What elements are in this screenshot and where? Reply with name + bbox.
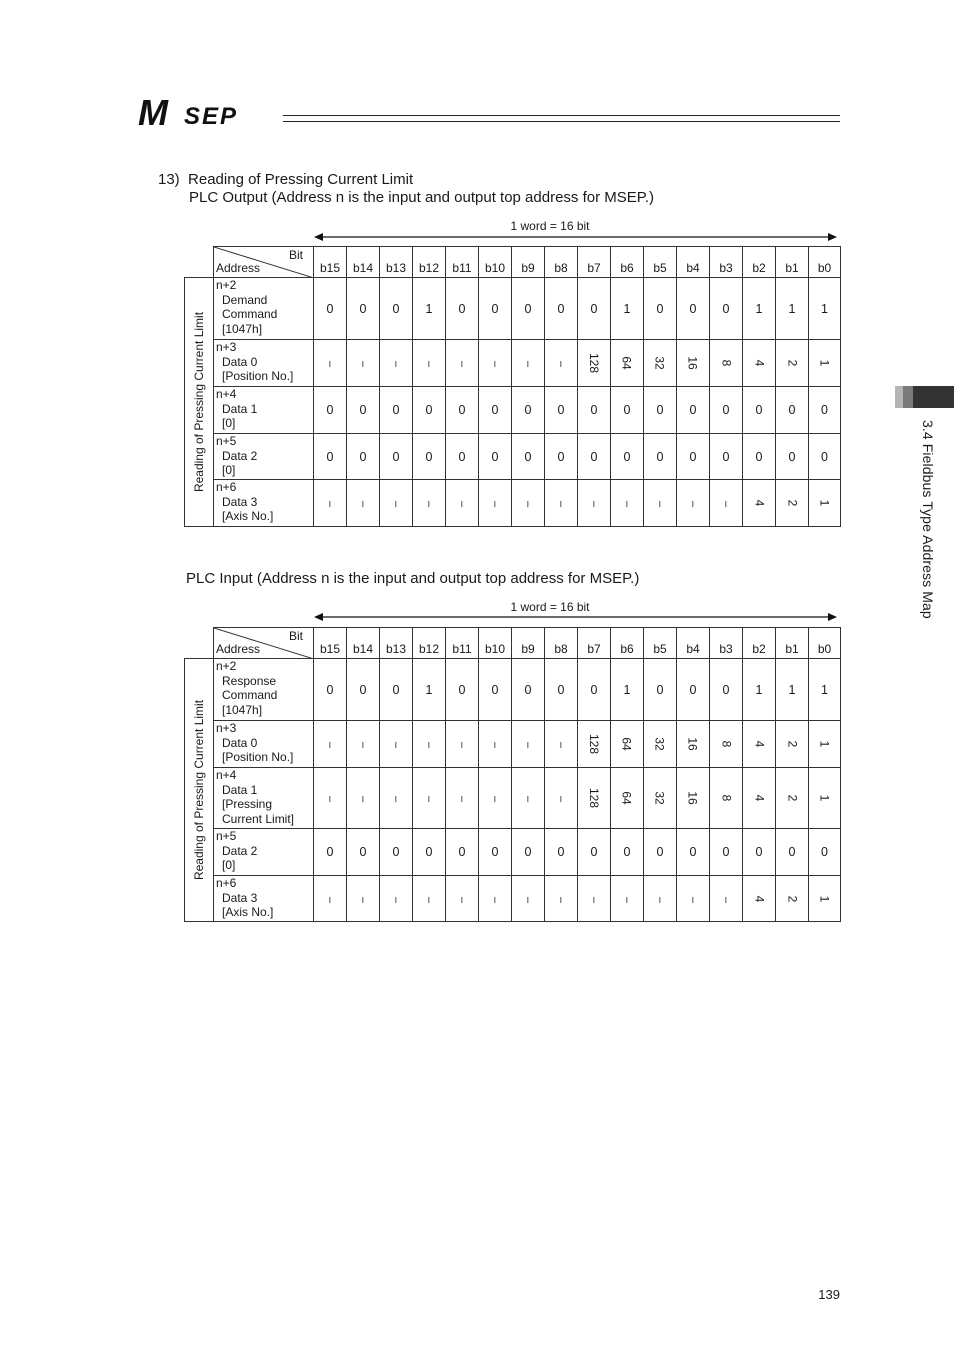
bit-value-cell: 0 xyxy=(380,434,413,480)
bit-value-cell: – xyxy=(380,721,413,768)
bit-value-cell: 0 xyxy=(776,387,809,434)
bit-value-cell: 0 xyxy=(347,829,380,876)
bit-value-cell: – xyxy=(380,876,413,922)
bit-value-cell: – xyxy=(380,480,413,527)
bit-value-cell: 8 xyxy=(710,768,743,829)
bit-column-header: b0 xyxy=(809,628,841,659)
bit-value-cell: 1 xyxy=(809,876,841,922)
bit-value-cell: 0 xyxy=(347,387,380,434)
bit-value-cell: 0 xyxy=(413,829,446,876)
table-row xyxy=(185,434,841,480)
svg-text:SEP: SEP xyxy=(184,103,239,128)
bit-value-cell: 0 xyxy=(545,659,578,721)
bit-column-header: b9 xyxy=(512,628,545,659)
bit-column-header: b1 xyxy=(776,247,809,278)
bit-value-cell: – xyxy=(479,876,512,922)
bit-value-cell: 1 xyxy=(809,721,841,768)
bit-value-cell: 0 xyxy=(545,829,578,876)
section-number: 13) xyxy=(158,171,180,188)
bit-value-cell: 128 xyxy=(578,768,611,829)
address-cell: n+2 Demand Command [1047h] xyxy=(214,278,314,340)
bit-value-cell: 0 xyxy=(479,387,512,434)
table-row xyxy=(185,659,841,721)
bit-column-header: b7 xyxy=(578,247,611,278)
bit-value-cell: 0 xyxy=(710,434,743,480)
bit-value-cell: – xyxy=(578,480,611,527)
bit-column-header: b5 xyxy=(644,628,677,659)
bit-value-cell: 0 xyxy=(644,434,677,480)
bit-value-cell: 0 xyxy=(611,829,644,876)
bit-value-cell: 0 xyxy=(413,387,446,434)
bit-value-cell: 64 xyxy=(611,721,644,768)
bit-value-cell: 4 xyxy=(743,721,776,768)
bit-column-header: b13 xyxy=(380,628,413,659)
bit-value-cell: 2 xyxy=(776,768,809,829)
bit-value-cell: 0 xyxy=(479,278,512,340)
bit-column-header: b6 xyxy=(611,247,644,278)
bit-value-cell: 128 xyxy=(578,721,611,768)
bit-value-cell: – xyxy=(446,721,479,768)
bit-value-cell: – xyxy=(545,340,578,387)
bit-value-cell: 0 xyxy=(446,829,479,876)
bit-value-cell: 1 xyxy=(809,340,841,387)
group-label: Reading of Pressing Current Limit xyxy=(192,699,206,881)
bit-value-cell: 4 xyxy=(743,480,776,527)
bit-value-cell: – xyxy=(314,768,347,829)
bit-value-cell: 0 xyxy=(512,387,545,434)
bit-column-header: b15 xyxy=(314,247,347,278)
address-label: Address xyxy=(216,642,261,656)
word-span-arrow xyxy=(314,232,837,242)
bit-value-cell: 0 xyxy=(512,659,545,721)
word-size-label: 1 word = 16 bit xyxy=(510,600,590,614)
bit-column-header: b2 xyxy=(743,247,776,278)
bit-value-cell: – xyxy=(479,768,512,829)
bit-value-cell: – xyxy=(578,876,611,922)
bit-value-cell: 0 xyxy=(677,387,710,434)
bit-value-cell: 2 xyxy=(776,876,809,922)
bit-value-cell: – xyxy=(512,721,545,768)
bit-value-cell: 0 xyxy=(578,387,611,434)
bit-value-cell: 0 xyxy=(578,278,611,340)
bit-value-cell: – xyxy=(413,876,446,922)
bit-address-header xyxy=(214,247,314,278)
bit-value-cell: 0 xyxy=(380,387,413,434)
bit-value-cell: 0 xyxy=(644,278,677,340)
bit-value-cell: – xyxy=(644,876,677,922)
bit-value-cell: 0 xyxy=(314,829,347,876)
bit-value-cell: – xyxy=(710,876,743,922)
bit-value-cell: 0 xyxy=(314,278,347,340)
bit-value-cell: 1 xyxy=(611,278,644,340)
bit-value-cell: 0 xyxy=(578,829,611,876)
bit-value-cell: 0 xyxy=(380,829,413,876)
bit-column-header: b14 xyxy=(347,247,380,278)
bit-value-cell: 1 xyxy=(776,278,809,340)
bit-value-cell: 0 xyxy=(314,434,347,480)
address-cell: n+3 Data 0 [Position No.] xyxy=(214,721,314,768)
bit-value-cell: 0 xyxy=(512,434,545,480)
corner-empty xyxy=(185,247,214,278)
bit-column-header: b15 xyxy=(314,628,347,659)
bit-column-header: b12 xyxy=(413,628,446,659)
bit-value-cell: 1 xyxy=(809,480,841,527)
bit-value-cell: 0 xyxy=(809,387,841,434)
word-size-label: 1 word = 16 bit xyxy=(510,219,590,233)
bit-value-cell: 1 xyxy=(809,659,841,721)
bit-value-cell: 0 xyxy=(545,434,578,480)
bit-column-header: b10 xyxy=(479,628,512,659)
bit-value-cell: 1 xyxy=(776,659,809,721)
group-label: Reading of Pressing Current Limit xyxy=(192,311,206,493)
table-row xyxy=(185,278,841,340)
bit-value-cell: 0 xyxy=(776,434,809,480)
bit-value-cell: 0 xyxy=(710,829,743,876)
bit-column-header: b14 xyxy=(347,628,380,659)
bit-value-cell: – xyxy=(413,340,446,387)
bit-value-cell: 0 xyxy=(578,434,611,480)
bit-value-cell: – xyxy=(479,480,512,527)
bit-value-cell: 0 xyxy=(743,829,776,876)
bit-value-cell: – xyxy=(710,480,743,527)
table-row xyxy=(185,876,841,922)
bit-address-header xyxy=(214,628,314,659)
bit-value-cell: 0 xyxy=(545,387,578,434)
bit-value-cell: – xyxy=(545,768,578,829)
output-caption: PLC Output (Address n is the input and output top address for MSEP.) xyxy=(189,189,654,206)
bit-value-cell: – xyxy=(512,480,545,527)
bit-value-cell: – xyxy=(413,480,446,527)
address-cell: n+3 Data 0 [Position No.] xyxy=(214,340,314,387)
bit-value-cell: 0 xyxy=(479,434,512,480)
address-cell: n+4 Data 1 [0] xyxy=(214,387,314,434)
bit-value-cell: 0 xyxy=(512,829,545,876)
bit-value-cell: 0 xyxy=(809,829,841,876)
bit-value-cell: – xyxy=(380,768,413,829)
bit-value-cell: 2 xyxy=(776,480,809,527)
bit-value-cell: 0 xyxy=(644,829,677,876)
bit-value-cell: – xyxy=(347,480,380,527)
bit-column-header: b11 xyxy=(446,628,479,659)
bit-value-cell: 0 xyxy=(710,387,743,434)
bit-value-cell: 0 xyxy=(743,434,776,480)
bit-value-cell: – xyxy=(545,480,578,527)
bit-column-header: b0 xyxy=(809,247,841,278)
bit-value-cell: 1 xyxy=(809,278,841,340)
bit-column-header: b12 xyxy=(413,247,446,278)
bit-value-cell: – xyxy=(314,876,347,922)
bit-column-header: b3 xyxy=(710,628,743,659)
bit-column-header: b7 xyxy=(578,628,611,659)
bit-value-cell: 0 xyxy=(644,659,677,721)
table-row xyxy=(185,768,841,829)
bit-value-cell: – xyxy=(545,876,578,922)
bit-value-cell: – xyxy=(611,480,644,527)
bit-column-header: b2 xyxy=(743,628,776,659)
bit-value-cell: 0 xyxy=(314,387,347,434)
bit-value-cell: 0 xyxy=(776,829,809,876)
bit-value-cell: – xyxy=(677,480,710,527)
bit-value-cell: – xyxy=(446,768,479,829)
bit-value-cell: – xyxy=(479,340,512,387)
bit-value-cell: 32 xyxy=(644,721,677,768)
bit-column-header: b13 xyxy=(380,247,413,278)
bit-value-cell: 1 xyxy=(809,768,841,829)
input-caption: PLC Input (Address n is the input and output top address for MSEP.) xyxy=(186,570,640,587)
bit-column-header: b11 xyxy=(446,247,479,278)
bit-label: Bit xyxy=(288,629,303,643)
bit-value-cell: – xyxy=(314,480,347,527)
bit-value-cell: 16 xyxy=(677,340,710,387)
bit-value-cell: – xyxy=(380,340,413,387)
bit-value-cell: 1 xyxy=(743,278,776,340)
bit-value-cell: 0 xyxy=(677,434,710,480)
address-cell: n+5 Data 2 [0] xyxy=(214,434,314,480)
bit-value-cell: 0 xyxy=(347,659,380,721)
group-label-cell xyxy=(185,278,214,527)
section-title: Reading of Pressing Current Limit xyxy=(188,171,414,188)
bit-value-cell: 0 xyxy=(446,434,479,480)
bit-value-cell: 0 xyxy=(677,829,710,876)
bit-value-cell: 4 xyxy=(743,768,776,829)
bit-value-cell: – xyxy=(545,721,578,768)
bit-label: Bit xyxy=(288,248,303,262)
bit-value-cell: – xyxy=(347,721,380,768)
header-rule-top xyxy=(283,115,840,116)
bit-value-cell: – xyxy=(512,340,545,387)
bit-value-cell: 16 xyxy=(677,768,710,829)
bit-value-cell: – xyxy=(347,876,380,922)
corner-empty xyxy=(185,628,214,659)
page-number: 139 xyxy=(818,1287,840,1302)
bit-value-cell: – xyxy=(314,721,347,768)
svg-text:M: M xyxy=(138,96,168,128)
bit-column-header: b8 xyxy=(545,628,578,659)
bit-value-cell: – xyxy=(446,480,479,527)
bit-value-cell: 4 xyxy=(743,876,776,922)
bit-value-cell: – xyxy=(644,480,677,527)
bit-value-cell: 0 xyxy=(479,659,512,721)
bit-column-header: b4 xyxy=(677,247,710,278)
bit-value-cell: 0 xyxy=(479,829,512,876)
table-row xyxy=(185,340,841,387)
bit-value-cell: 8 xyxy=(710,340,743,387)
bit-value-cell: 0 xyxy=(347,278,380,340)
bit-value-cell: – xyxy=(512,876,545,922)
bit-value-cell: 0 xyxy=(446,387,479,434)
bit-value-cell: 1 xyxy=(743,659,776,721)
bit-value-cell: 32 xyxy=(644,768,677,829)
section-heading xyxy=(158,171,413,188)
bit-value-cell: 64 xyxy=(611,768,644,829)
bit-value-cell: 0 xyxy=(578,659,611,721)
bit-value-cell: 0 xyxy=(677,278,710,340)
bit-value-cell: 0 xyxy=(347,434,380,480)
bit-value-cell: – xyxy=(611,876,644,922)
bit-value-cell: – xyxy=(677,876,710,922)
bit-value-cell: 4 xyxy=(743,340,776,387)
bit-column-header: b4 xyxy=(677,628,710,659)
bit-value-cell: 0 xyxy=(710,278,743,340)
table-row xyxy=(185,721,841,768)
address-cell: n+4 Data 1 [Pressing Current Limit] xyxy=(214,768,314,829)
bit-value-cell: 0 xyxy=(545,278,578,340)
table-row xyxy=(185,387,841,434)
side-section-label: 3.4 Fieldbus Type Address Map xyxy=(920,420,936,619)
bit-value-cell: 1 xyxy=(611,659,644,721)
bit-column-header: b10 xyxy=(479,247,512,278)
plc-output-table xyxy=(184,246,841,527)
bit-value-cell: 128 xyxy=(578,340,611,387)
bit-value-cell: – xyxy=(347,340,380,387)
bit-column-header: b8 xyxy=(545,247,578,278)
bit-column-header: b5 xyxy=(644,247,677,278)
bit-value-cell: 0 xyxy=(314,659,347,721)
bit-value-cell: 0 xyxy=(809,434,841,480)
bit-value-cell: 0 xyxy=(512,278,545,340)
address-cell: n+6 Data 3 [Axis No.] xyxy=(214,876,314,922)
bit-value-cell: 2 xyxy=(776,721,809,768)
bit-value-cell: – xyxy=(446,876,479,922)
address-cell: n+5 Data 2 [0] xyxy=(214,829,314,876)
bit-value-cell: 0 xyxy=(644,387,677,434)
bit-value-cell: 0 xyxy=(611,387,644,434)
bit-value-cell: – xyxy=(512,768,545,829)
section-tab-marker xyxy=(895,386,954,408)
bit-value-cell: 0 xyxy=(446,659,479,721)
bit-value-cell: 0 xyxy=(380,278,413,340)
table-row xyxy=(185,480,841,527)
header-rule-bottom xyxy=(283,121,840,122)
bit-column-header: b9 xyxy=(512,247,545,278)
word-span-arrow xyxy=(314,612,837,622)
msep-logo xyxy=(138,96,278,128)
bit-value-cell: 0 xyxy=(611,434,644,480)
bit-value-cell: 0 xyxy=(743,387,776,434)
bit-value-cell: 64 xyxy=(611,340,644,387)
bit-value-cell: – xyxy=(314,340,347,387)
bit-value-cell: 32 xyxy=(644,340,677,387)
bit-value-cell: – xyxy=(413,768,446,829)
bit-column-header: b3 xyxy=(710,247,743,278)
bit-value-cell: 0 xyxy=(413,434,446,480)
table-row xyxy=(185,829,841,876)
bit-value-cell: 0 xyxy=(446,278,479,340)
address-cell: n+6 Data 3 [Axis No.] xyxy=(214,480,314,527)
address-cell: n+2 Response Command [1047h] xyxy=(214,659,314,721)
bit-value-cell: 0 xyxy=(710,659,743,721)
bit-value-cell: 16 xyxy=(677,721,710,768)
plc-input-table xyxy=(184,627,841,922)
bit-value-cell: 8 xyxy=(710,721,743,768)
address-label: Address xyxy=(216,261,261,275)
bit-value-cell: 0 xyxy=(380,659,413,721)
bit-value-cell: – xyxy=(479,721,512,768)
bit-value-cell: 1 xyxy=(413,659,446,721)
bit-column-header: b6 xyxy=(611,628,644,659)
bit-value-cell: 2 xyxy=(776,340,809,387)
bit-value-cell: – xyxy=(413,721,446,768)
bit-column-header: b1 xyxy=(776,628,809,659)
bit-value-cell: 0 xyxy=(677,659,710,721)
bit-value-cell: 1 xyxy=(413,278,446,340)
bit-value-cell: – xyxy=(347,768,380,829)
group-label-cell xyxy=(185,659,214,922)
bit-value-cell: – xyxy=(446,340,479,387)
